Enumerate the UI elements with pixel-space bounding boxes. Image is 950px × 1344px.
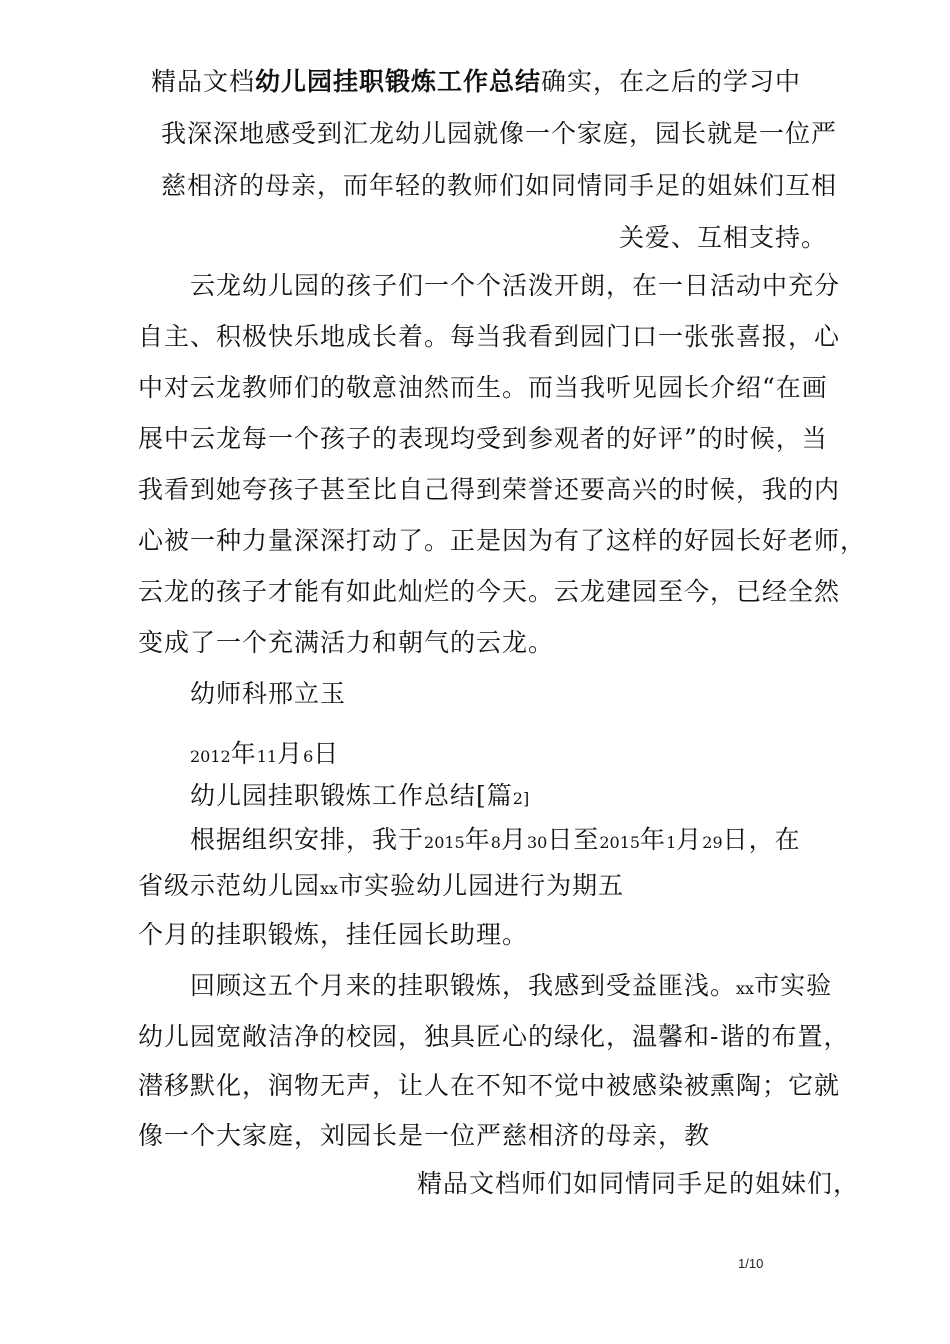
text-line: 像一个大家庭，刘园长是一位严慈相济的母亲，教 xyxy=(138,1121,711,1150)
text-span: 省级示范幼儿园 xyxy=(138,871,321,900)
text-span: 月 xyxy=(500,825,527,854)
number-span: 1 xyxy=(666,833,677,852)
section-title-text: 幼儿园挂职锻炼工作总结[篇 xyxy=(190,781,513,810)
text-span: 市实验幼儿园进行为期五 xyxy=(338,871,625,900)
text-line: 个月的挂职锻炼，挂任园长助理。 xyxy=(138,920,529,949)
text-span: 年 xyxy=(640,825,667,854)
text-span: 根据组织安排，我于 xyxy=(190,825,425,854)
text-line: 关爱、互相支持。 xyxy=(619,223,828,252)
text-line: 变成了一个充满活力和朝气的云龙。 xyxy=(138,628,555,657)
text-line: 幼儿园宽敞洁净的校园，独具匠心的绿化，温馨和-谐的布置， xyxy=(138,1022,850,1051)
placeholder-span: xx xyxy=(320,879,339,898)
placeholder-span: xx xyxy=(736,979,755,998)
number-span: 8 xyxy=(490,833,501,852)
header-line xyxy=(151,66,801,98)
text-span: 回顾这五个月来的挂职锻炼，我感到受益匪浅。 xyxy=(190,971,737,1000)
text-line: 展中云龙每一个孩子的表现均受到参观者的好评”的时候，当 xyxy=(138,424,828,453)
footer-text: 师们如同情同手足的姐妹们， xyxy=(521,1169,860,1198)
text-line: 慈相济的母亲，而年轻的教师们如同情同手足的姐妹们互相 xyxy=(161,171,838,200)
number-span: 30 xyxy=(526,833,548,852)
text-span: 年 xyxy=(464,825,491,854)
section-title xyxy=(190,780,529,815)
text-span: 日，在 xyxy=(722,825,801,854)
text-line: 我深深地感受到汇龙幼儿园就像一个家庭，园长就是一位严 xyxy=(161,119,838,148)
author-name: 幼师科邢立玉 xyxy=(190,679,347,708)
text-line: 云龙幼儿园的孩子们一个个活泼开朗，在一日活动中充分 xyxy=(190,271,841,300)
date-year: 2012 xyxy=(190,747,231,766)
section-title-number: 2 xyxy=(512,789,523,808)
date-month-char: 月 xyxy=(277,739,304,768)
number-span: 2015 xyxy=(424,833,465,852)
text-line: 我看到她夸孩子甚至比自己得到荣誉还要高兴的时候，我的内 xyxy=(138,475,841,504)
header-line-rest: 确实，在之后的学习中 xyxy=(541,67,802,96)
date-day-char: 日 xyxy=(313,739,340,768)
section-title-bracket: ] xyxy=(522,789,530,808)
footer-line xyxy=(417,1168,859,1200)
text-line xyxy=(138,870,624,905)
text-span: 月 xyxy=(676,825,703,854)
document-title: 幼儿园挂职锻炼工作总结 xyxy=(255,67,542,96)
footer-label: 精品文档 xyxy=(417,1169,522,1198)
number-span: 29 xyxy=(702,833,723,852)
text-line xyxy=(190,970,832,1005)
text-span: 市实验 xyxy=(754,971,833,1000)
page-number: 1/10 xyxy=(738,1256,764,1271)
text-line xyxy=(190,824,801,859)
text-line: 潜移默化，润物无声，让人在不知不觉中被感染被熏陶；它就 xyxy=(138,1071,841,1100)
text-line: 云龙的孩子才能有如此灿烂的今天。云龙建园至今，已经全然 xyxy=(138,577,841,606)
date-line xyxy=(190,738,339,773)
text-line: 自主、积极快乐地成长着。每当我看到园门口一张张喜报，心 xyxy=(138,322,841,351)
text-span: 日至 xyxy=(547,825,600,854)
number-span: 2015 xyxy=(599,833,641,852)
date-year-char: 年 xyxy=(230,739,257,768)
text-line: 中对云龙教师们的敬意油然而生。而当我听见园长介绍“在画 xyxy=(138,373,828,402)
header-label: 精品文档 xyxy=(151,67,256,96)
text-line: 心被一种力量深深打动了。正是因为有了这样的好园长好老师， xyxy=(138,526,867,555)
date-day: 6 xyxy=(303,747,314,766)
date-month: 11 xyxy=(256,747,278,766)
